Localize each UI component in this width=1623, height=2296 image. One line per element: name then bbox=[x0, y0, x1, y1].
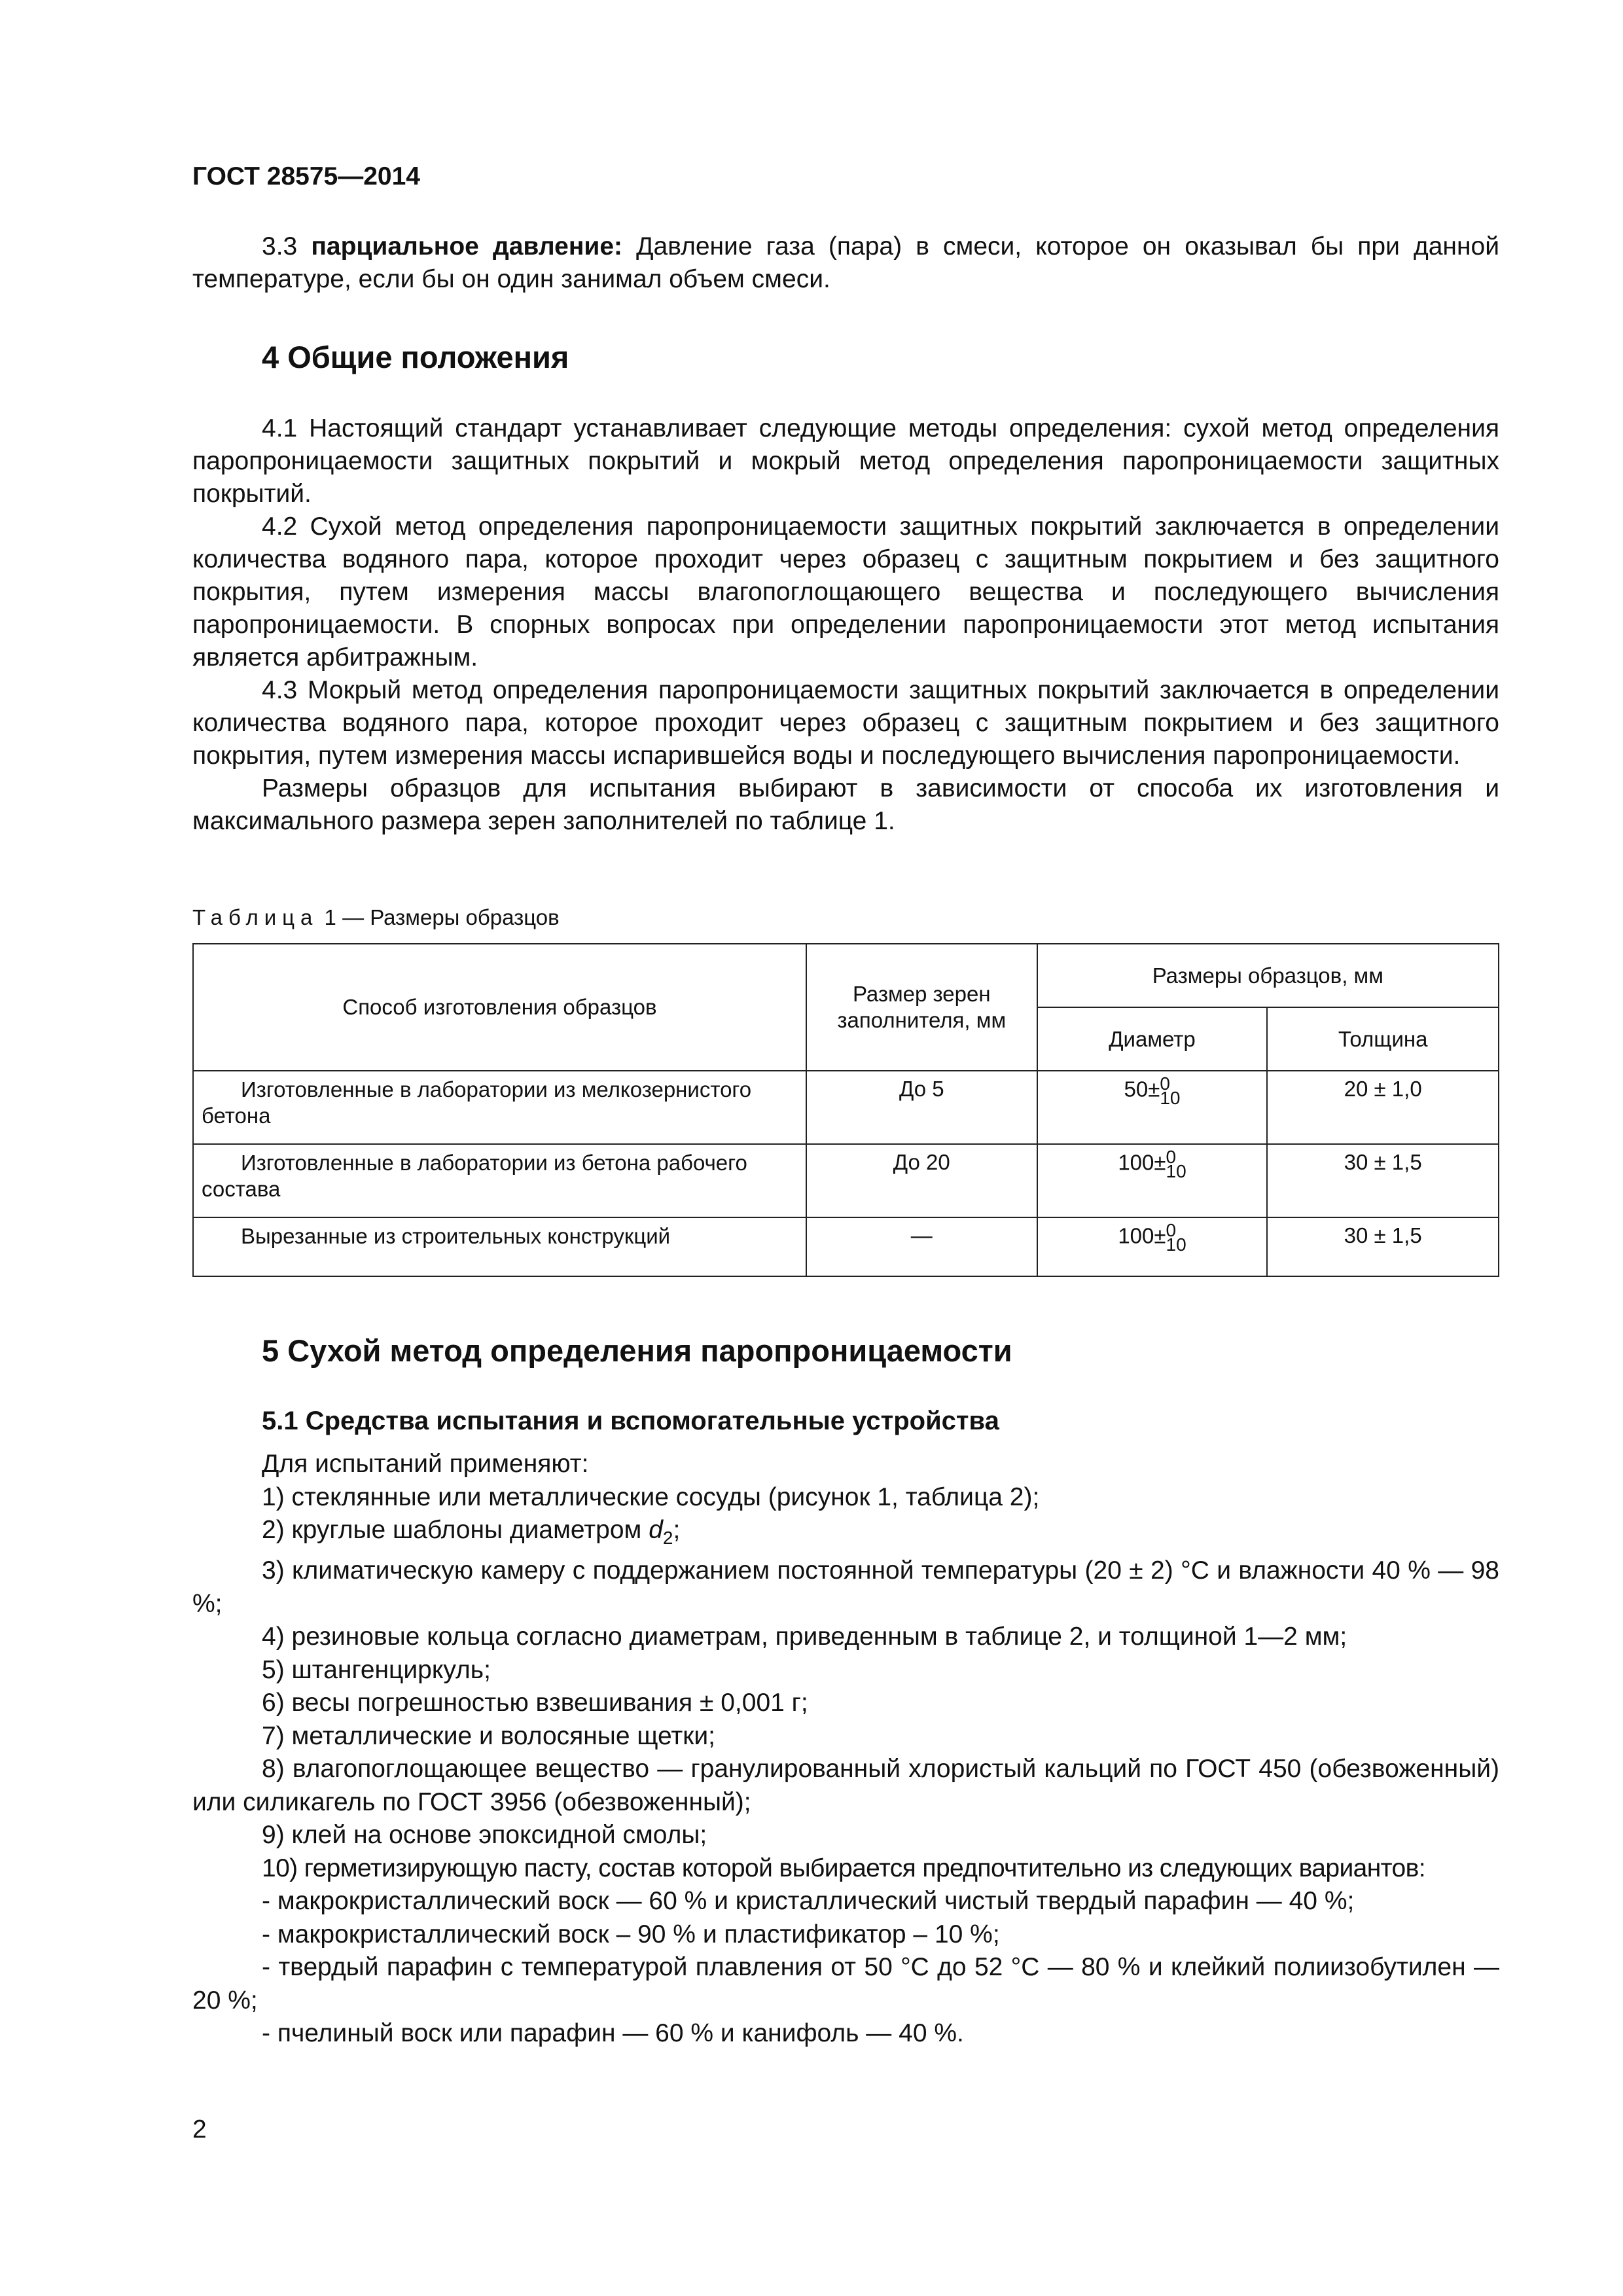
plus-minus: ± bbox=[1148, 1077, 1160, 1102]
tolerance-upper: 0 bbox=[1160, 1073, 1170, 1094]
paragraph-4-2: 4.2 Сухой метод определения паропроницаемости защитных покрытий заключается в определении количества водяного пара, которое проходит через образец с защитным покрытием и без защитного покрытия, путем измерения массы влагопоглощающего вещества и последующего вычисления паропроницаемости. В спорных вопросах при определении паропроницаемости этот метод испытания является арбитражным. bbox=[192, 512, 1499, 672]
list-item: 8) влагопоглощающее вещество — гранулированный хлористый кальций по ГОСТ 450 (обезвоженный) или силикагель по ГОСТ 3956 (обезвоженный); bbox=[192, 1755, 1499, 1816]
diameter-value: 100 bbox=[1118, 1150, 1154, 1175]
col-header-diameter: Диаметр bbox=[1037, 1007, 1268, 1071]
table-row bbox=[193, 1071, 1499, 1144]
table-row bbox=[193, 1144, 1499, 1217]
list-item: 6) весы погрешностью взвешивания ± 0,001 г; bbox=[262, 1689, 808, 1717]
cell-thickness: 30 ± 1,5 bbox=[1267, 1144, 1499, 1217]
list-dash-item: - пчелиный воск или парафин — 60 % и канифоль — 40 %. bbox=[262, 2019, 964, 2048]
cell-method: Вырезанные из строительных конструкций bbox=[193, 1217, 806, 1276]
cell-diameter bbox=[1037, 1217, 1268, 1276]
section-5-title: 5 Сухой метод определения паропроницаемости bbox=[262, 1333, 1012, 1368]
cell-grain: До 20 bbox=[806, 1144, 1037, 1217]
symbol-subscript: 2 bbox=[662, 1527, 673, 1548]
tolerance-lower: 10 bbox=[1160, 1088, 1181, 1108]
plus-minus: ± bbox=[1154, 1150, 1166, 1175]
col-header-sizes: Размеры образцов, мм bbox=[1037, 944, 1499, 1007]
clause-3-3 bbox=[192, 230, 1499, 296]
list-item: 1) стеклянные или металлические сосуды (рисунок 1, таблица 2); bbox=[262, 1482, 1040, 1511]
tolerance-lower: 10 bbox=[1166, 1234, 1186, 1255]
tolerance-lower: 10 bbox=[1166, 1161, 1186, 1181]
diameter-value: 50 bbox=[1124, 1077, 1149, 1102]
section-4-body bbox=[192, 412, 1499, 838]
paragraph-4-1: 4.1 Настоящий стандарт устанавливает следующие методы определения: сухой метод определения паропроницаемости защитных покрытий и мокрый метод определения паропроницаемости защитных покрытий. bbox=[192, 414, 1499, 508]
col-header-grain: Размер зерен заполнителя, мм bbox=[806, 944, 1037, 1071]
cell-thickness: 30 ± 1,5 bbox=[1267, 1217, 1499, 1276]
document-header: ГОСТ 28575—2014 bbox=[192, 162, 420, 190]
cell-method: Изготовленные в лаборатории из мелкозернистого бетона bbox=[193, 1071, 806, 1144]
tolerance bbox=[1166, 1220, 1186, 1255]
term: парциальное давление: bbox=[311, 232, 623, 260]
plus-minus: ± bbox=[1154, 1223, 1166, 1248]
cell-thickness: 20 ± 1,0 bbox=[1267, 1071, 1499, 1144]
list-item: 3) климатическую камеру с поддержанием постоянной температуры (20 ± 2) °С и влажности 40 % — 98 %; bbox=[192, 1556, 1499, 1618]
list-item: 10) герметизирующую пасту, состав которой выбирается предпочтительно из следующих вариантов: bbox=[262, 1854, 1425, 1882]
list-item: 5) штангенциркуль; bbox=[262, 1655, 491, 1684]
list-dash-item: - макрокристаллический воск — 60 % и кристаллический чистый твердый парафин — 40 %; bbox=[262, 1887, 1355, 1916]
cell-diameter bbox=[1037, 1144, 1268, 1217]
clause-number: 3.3 bbox=[262, 232, 312, 260]
section-4-title: 4 Общие положения bbox=[262, 340, 569, 374]
table-caption-label: Таблица bbox=[192, 905, 319, 929]
tolerance-upper: 0 bbox=[1166, 1220, 1177, 1240]
symbol-d: d bbox=[649, 1516, 663, 1544]
definition-text: Давление газа (пара) в смеси, которое он оказывал бы при данной температуре, если бы он один занимал объем смеси. bbox=[192, 232, 1499, 293]
paragraph-3-3 bbox=[192, 230, 1499, 296]
cell-grain: — bbox=[806, 1217, 1037, 1276]
list-item bbox=[192, 1514, 1499, 1554]
list-item: 9) клей на основе эпоксидной смолы; bbox=[262, 1821, 707, 1850]
table-row bbox=[193, 1217, 1499, 1276]
table-caption-title: 1 — Размеры образцов bbox=[318, 905, 560, 929]
list-dash-item: - макрокристаллический воск – 90 % и пластификатор – 10 %; bbox=[262, 1920, 1000, 1948]
col-header-method: Способ изготовления образцов bbox=[193, 944, 806, 1071]
tolerance bbox=[1160, 1073, 1181, 1108]
table-caption bbox=[192, 905, 560, 930]
col-header-thickness: Толщина bbox=[1267, 1007, 1499, 1071]
tolerance bbox=[1166, 1147, 1186, 1181]
list-item-text: 2) круглые шаблоны диаметром bbox=[262, 1516, 649, 1544]
cell-grain: До 5 bbox=[806, 1071, 1037, 1144]
tolerance-upper: 0 bbox=[1166, 1147, 1177, 1167]
list-item: 7) металлические и волосяные щетки; bbox=[262, 1721, 715, 1750]
list-item-end: ; bbox=[673, 1516, 681, 1544]
list-item: 4) резиновые кольца согласно диаметрам, приведенным в таблице 2, и толщиной 1—2 мм; bbox=[262, 1623, 1347, 1651]
list-intro: Для испытаний применяют: bbox=[262, 1450, 589, 1478]
equipment-list bbox=[192, 1448, 1499, 2051]
list-dash-item: - твердый парафин с температурой плавления от 50 °С до 52 °С — 80 % и клейкий полиизобутилен — 20 %; bbox=[192, 1953, 1499, 2015]
cell-diameter bbox=[1037, 1071, 1268, 1144]
paragraph-4-4: Размеры образцов для испытания выбирают в зависимости от способа их изготовления и максимального размера зерен заполнителей по таблице 1. bbox=[192, 774, 1499, 835]
subsection-5-1-title: 5.1 Средства испытания и вспомогательные устройства bbox=[262, 1407, 999, 1435]
paragraph-4-3: 4.3 Мокрый метод определения паропроницаемости защитных покрытий заключается в определении количества водяного пара, которое проходит через образец с защитным покрытием и без защитного покрытия, путем измерения массы испарившейся воды и последующего вычисления паропроницаемости. bbox=[192, 676, 1499, 770]
table-specimen-sizes bbox=[192, 943, 1499, 1277]
diameter-value: 100 bbox=[1118, 1223, 1154, 1248]
cell-method: Изготовленные в лаборатории из бетона рабочего состава bbox=[193, 1144, 806, 1217]
page-number: 2 bbox=[192, 2115, 207, 2144]
